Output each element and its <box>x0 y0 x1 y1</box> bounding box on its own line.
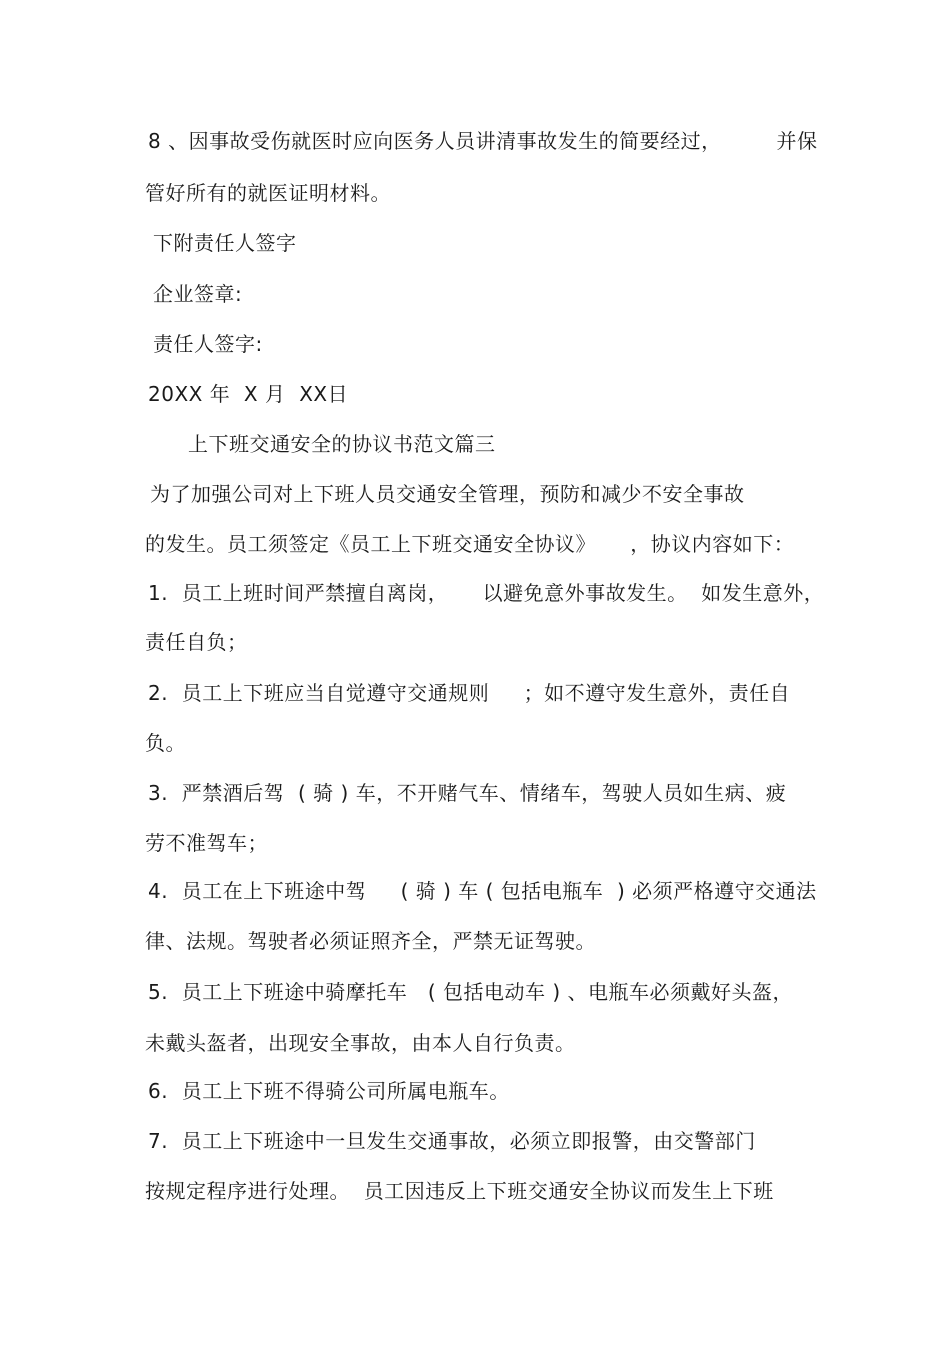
text-line-item7-b: 按规定程序进行处理。 员工因违反上下班交通安全协议而发生上下班 <box>145 1179 774 1203</box>
text-line-item4-b: 律、法规。驾驶者必须证照齐全，严禁无证驾驶。 <box>145 929 596 953</box>
text-line-item2-b: 负。 <box>145 731 186 755</box>
text-line-item8-a: 8 、因事故受伤就医时应向医务人员讲清事故发生的简要经过， 并保 <box>148 129 818 153</box>
text-line-item2-a: 2. 员工上下班应当自觉遵守交通规则 ；如不遵守发生意外，责任自 <box>148 681 791 705</box>
text-line-item5-b: 未戴头盔者，出现安全事故，由本人自行负责。 <box>145 1031 576 1055</box>
text-line-date: 20XX 年 X 月 XX日 <box>148 382 349 406</box>
text-line-intro-a: 为了加强公司对上下班人员交通安全管理，预防和减少不安全事故 <box>150 482 745 506</box>
text-line-intro-b: 的发生。员工须签定《员工上下班交通安全协议》 ，协议内容如下： <box>145 532 795 556</box>
text-line-signature-intro: 下附责任人签字 <box>153 231 297 255</box>
text-line-item4-a: 4. 员工在上下班途中驾 ( 骑 ) 车 ( 包括电瓶车 ) 必须严格遵守交通法 <box>148 879 817 903</box>
text-line-item1-b: 责任自负； <box>145 630 248 654</box>
text-line-item8-b: 管好所有的就医证明材料。 <box>145 181 391 205</box>
text-line-item5-a: 5. 员工上下班途中骑摩托车 ( 包括电动车 ) 、电瓶车必须戴好头盔， <box>148 980 794 1004</box>
text-line-item6: 6. 员工上下班不得骑公司所属电瓶车。 <box>148 1079 510 1103</box>
text-line-responsible-signature: 责任人签字: <box>153 332 263 356</box>
section-heading: 上下班交通安全的协议书范文篇三 <box>188 432 496 456</box>
text-line-item7-a: 7. 员工上下班途中一旦发生交通事故，必须立即报警，由交警部门 <box>148 1129 756 1153</box>
text-line-item3-a: 3. 严禁酒后驾 ( 骑 ) 车，不开赌气车、情绪车，驾驶人员如生病、疲 <box>148 781 787 805</box>
text-line-item3-b: 劳不准驾车； <box>145 831 268 855</box>
text-line-company-seal: 企业签章: <box>153 282 243 306</box>
text-line-item1-a: 1. 员工上班时间严禁擅自离岗， 以避免意外事故发生。 如发生意外， <box>148 581 825 605</box>
